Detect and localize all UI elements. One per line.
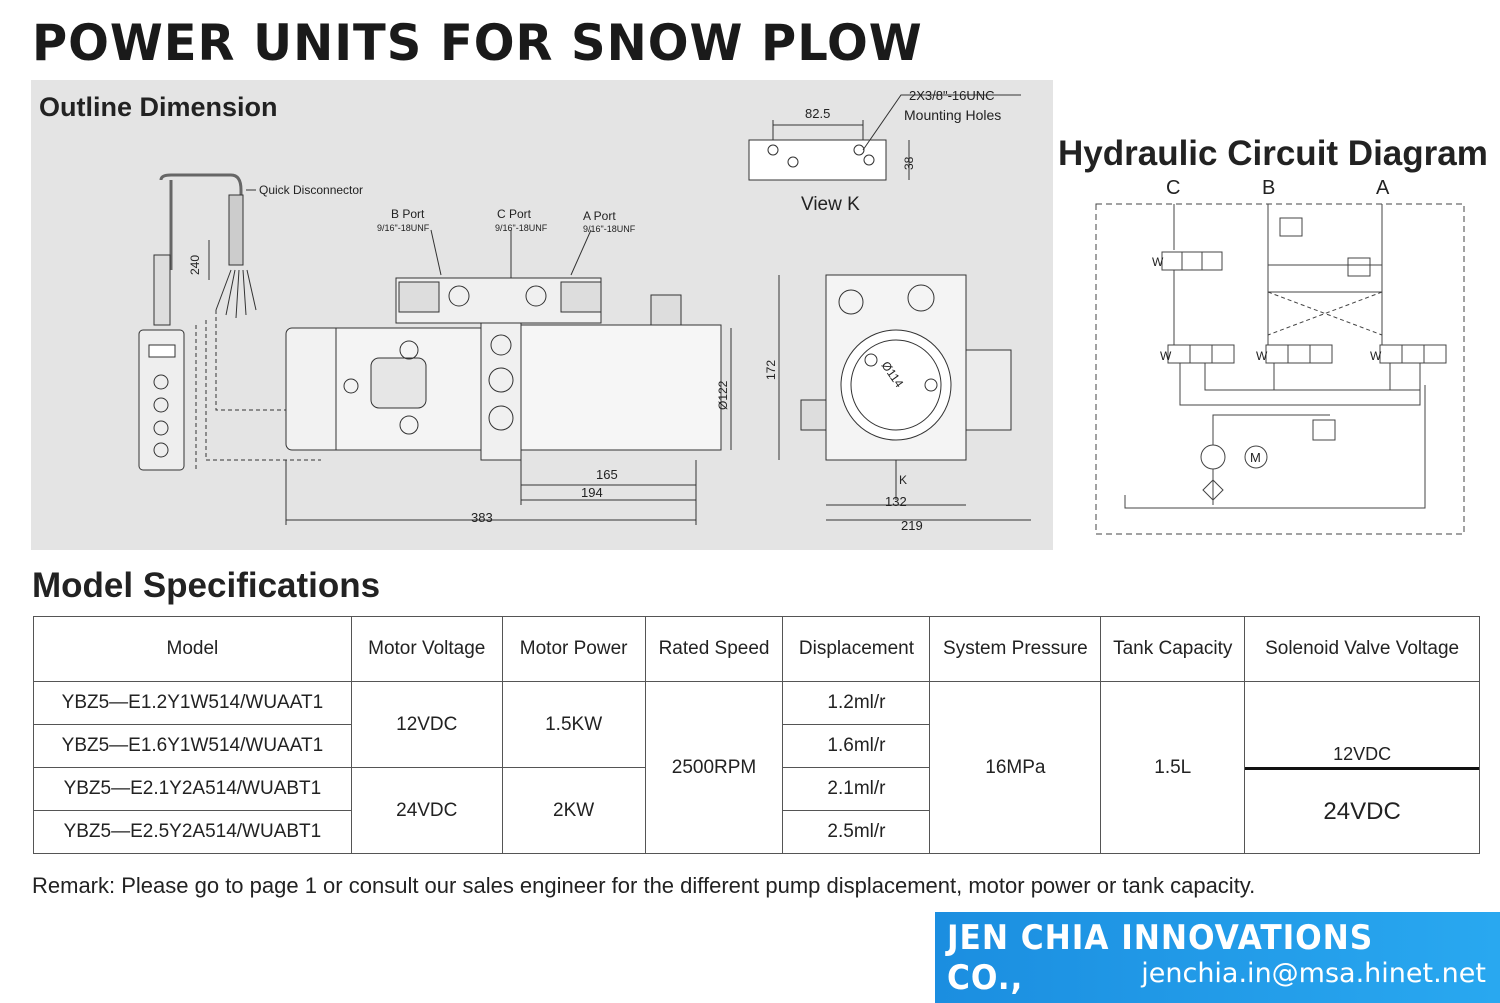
- displacement-cell: 1.6ml/r: [783, 725, 930, 768]
- a-port-thread: 9/16"-18UNF: [583, 224, 636, 234]
- company-banner: [935, 912, 1500, 1003]
- valve-w-label-1: W: [1152, 255, 1164, 269]
- motor-voltage-cell: 12VDC: [351, 682, 502, 768]
- model-specifications-heading: Model Specifications: [32, 566, 381, 605]
- model-specifications-table: [33, 616, 1480, 854]
- header-system-pressure: System Pressure: [930, 617, 1101, 682]
- displacement-cell: 2.5ml/r: [783, 811, 930, 854]
- hydraulic-circuit-heading: Hydraulic Circuit Diagram: [1058, 134, 1488, 173]
- port-a-label: A: [1376, 177, 1390, 199]
- model-cell: YBZ5—E1.6Y1W514/WUAAT1: [34, 725, 352, 768]
- header-motor-power: Motor Power: [502, 617, 645, 682]
- motor-voltage-cell: 24VDC: [351, 768, 502, 854]
- tank-capacity-cell: 1.5L: [1101, 682, 1245, 854]
- c-port-label: C Port: [497, 207, 532, 221]
- dim-165: 165: [596, 467, 618, 482]
- dim-132: 132: [885, 494, 907, 509]
- dim-82-5: 82.5: [805, 106, 831, 121]
- table-row: [34, 682, 1480, 725]
- outline-dimension-heading: Outline Dimension: [39, 92, 278, 122]
- dim-38: 38: [902, 156, 916, 170]
- system-pressure-cell: 16MPa: [930, 682, 1101, 854]
- motor-label: M: [1250, 450, 1261, 465]
- port-c-label: C: [1166, 177, 1181, 199]
- motor-power-cell: 2KW: [502, 768, 645, 854]
- b-port-thread: 9/16"-18UNF: [377, 223, 430, 233]
- outline-dimension-drawing: [31, 80, 1053, 550]
- dim-194: 194: [581, 485, 603, 500]
- company-email[interactable]: jenchia.in@msa.hinet.net: [1141, 958, 1486, 989]
- remark-text: Remark: Please go to page 1 or consult our sales engineer for the different pump displacement, motor power or tank capacity.: [32, 873, 1256, 898]
- dim-172: 172: [764, 359, 778, 380]
- header-displacement: Displacement: [783, 617, 930, 682]
- dim-240: 240: [188, 254, 202, 275]
- dim-383: 383: [471, 510, 493, 525]
- header-motor-voltage: Motor Voltage: [351, 617, 502, 682]
- displacement-cell: 2.1ml/r: [783, 768, 930, 811]
- a-port-label: A Port: [583, 209, 616, 223]
- solenoid-voltage-12v: 12VDC: [1245, 682, 1479, 770]
- port-b-label: B: [1262, 177, 1276, 199]
- solenoid-voltage-24v: 24VDC: [1323, 797, 1401, 825]
- motor-power-cell: 1.5KW: [502, 682, 645, 768]
- rated-speed-cell: 2500RPM: [645, 682, 783, 854]
- valve-w-label-2: W: [1160, 349, 1172, 363]
- outline-dimension-panel: [31, 80, 1053, 550]
- mounting-holes-label: Mounting Holes: [904, 107, 1002, 123]
- dim-122: Ø122: [716, 380, 730, 410]
- valve-w-label-4: W: [1370, 349, 1382, 363]
- model-cell: YBZ5—E2.5Y2A514/WUABT1: [34, 811, 352, 854]
- model-cell: YBZ5—E1.2Y1W514/WUAAT1: [34, 682, 352, 725]
- k-label: K: [899, 473, 908, 487]
- displacement-cell: 1.2ml/r: [783, 682, 930, 725]
- dim-114: Ø114: [878, 358, 907, 391]
- valve-w-label-3: W: [1256, 349, 1268, 363]
- company-name: JEN CHIA INNOVATIONS CO.,: [947, 918, 1374, 998]
- page-title: POWER UNITS FOR SNOW PLOW: [32, 14, 923, 72]
- hydraulic-circuit-diagram: [1090, 170, 1470, 540]
- header-tank-capacity: Tank Capacity: [1101, 617, 1245, 682]
- header-solenoid-valve-voltage: Solenoid Valve Voltage: [1245, 617, 1480, 682]
- b-port-label: B Port: [391, 207, 425, 221]
- c-port-thread: 9/16"-18UNF: [495, 223, 548, 233]
- solenoid-voltage-cell: [1245, 682, 1480, 854]
- table-header-row: [34, 617, 1480, 682]
- model-cell: YBZ5—E2.1Y2A514/WUABT1: [34, 768, 352, 811]
- quick-disconnector-label: Quick Disconnector: [259, 183, 364, 197]
- header-rated-speed: Rated Speed: [645, 617, 783, 682]
- header-model: Model: [34, 617, 352, 682]
- dim-219: 219: [901, 518, 923, 533]
- view-k-label: View K: [801, 194, 860, 215]
- mounting-holes-spec: 2X3/8"-16UNC: [909, 88, 995, 103]
